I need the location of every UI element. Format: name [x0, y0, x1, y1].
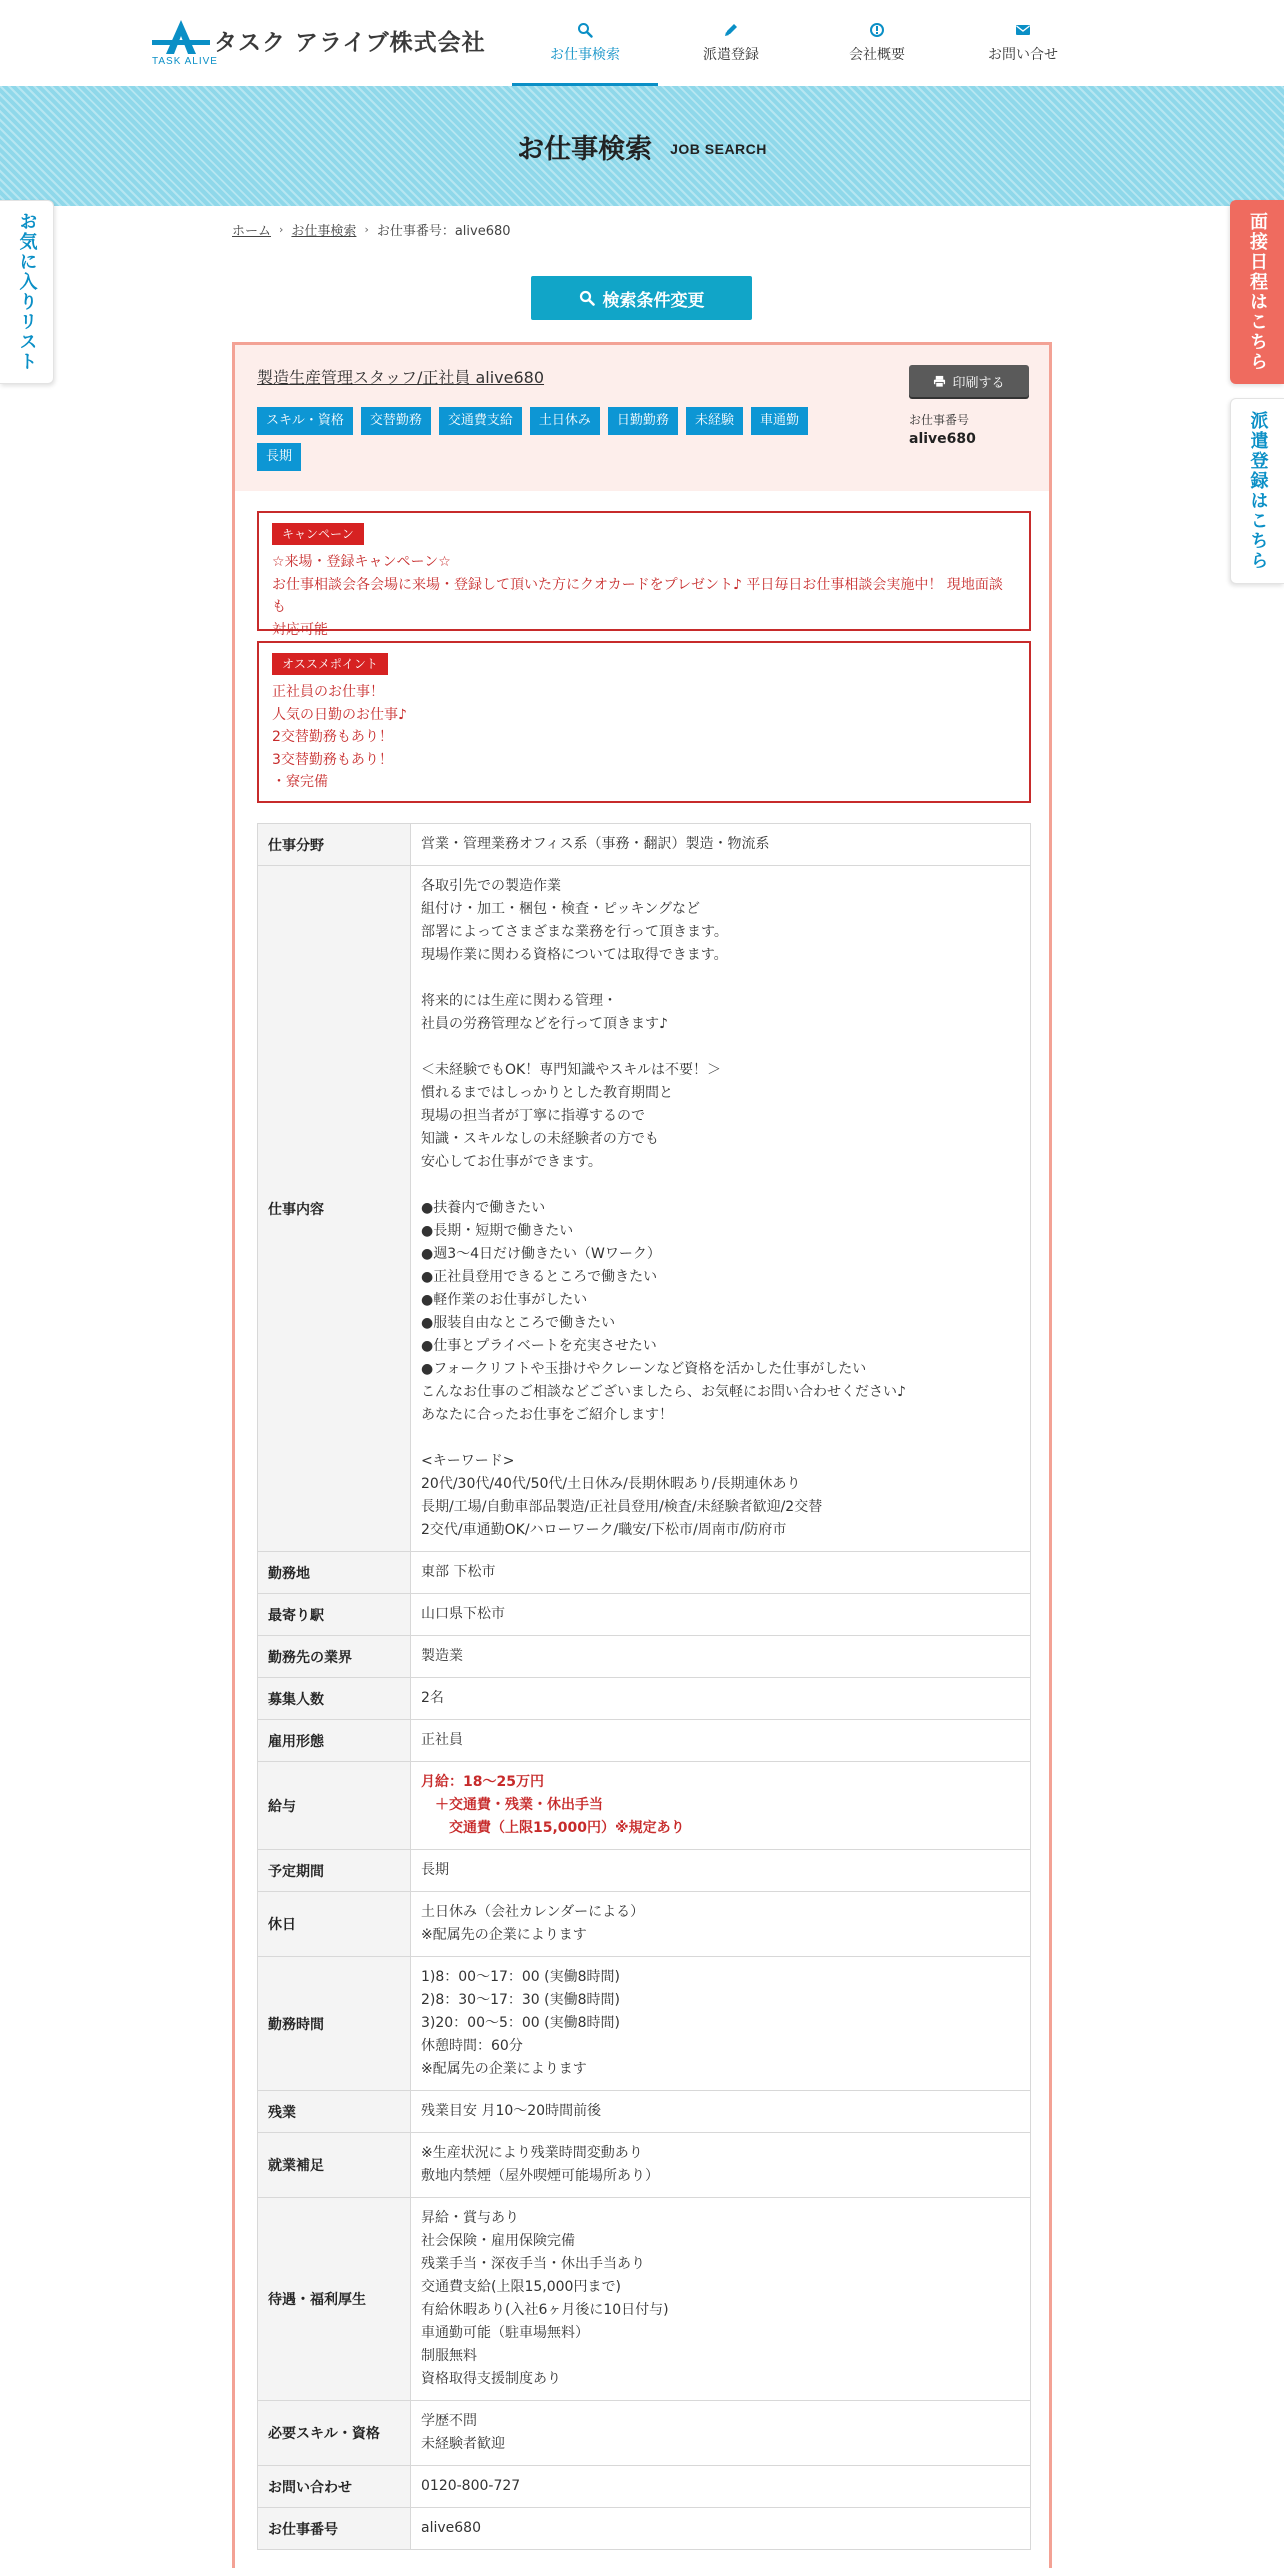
nav-label: 会社概要 [849, 47, 905, 63]
spec-value-line: 休憩時間：60分 [421, 2038, 523, 2054]
spec-label: 仕事内容 [258, 866, 411, 1552]
nav-item-job-search[interactable] [512, 0, 658, 86]
spec-value [411, 1957, 1031, 2091]
spec-value-line: 製造業 [421, 1648, 463, 1664]
spec-value-line: 正社員 [421, 1732, 463, 1748]
spec-value-line: <キーワード> [421, 1453, 515, 1469]
print-button[interactable] [909, 365, 1029, 397]
recommend-line: 3交替勤務もあり！ [272, 751, 393, 768]
spec-label: 休日 [258, 1892, 411, 1957]
campaign-line: お仕事相談会各会場に来場・登録して頂いた方にクオカードをプレゼント♪ 平日毎日お仕事相談会実施中！ 現地面談も [272, 576, 1003, 615]
job-tag: 車通勤 [751, 407, 808, 435]
spec-label: お仕事番号 [258, 2508, 411, 2550]
breadcrumb-current: お仕事番号：alive680 [376, 224, 511, 239]
spec-value-line: 学歴不問 [421, 2413, 477, 2429]
envelope-icon [1015, 22, 1031, 38]
spec-row-hours [258, 1957, 1031, 2091]
spec-row-contact [258, 2466, 1031, 2508]
spec-value [411, 1720, 1031, 1762]
campaign-badge: キャンペーン [272, 523, 364, 545]
interview-schedule-tab[interactable] [1230, 200, 1284, 384]
spec-row-content [258, 866, 1031, 1552]
spec-value-line: 0120-800-727 [421, 2478, 521, 2494]
spec-value [411, 2091, 1031, 2133]
job-tag: 土日休み [530, 407, 600, 435]
recommend-line: ・寮完備 [272, 774, 328, 790]
spec-value-line: ※配属先の企業によります [421, 2061, 587, 2077]
job-spec-body [258, 824, 1031, 2550]
job-number-label: お仕事番号 [909, 413, 970, 427]
pencil-icon [723, 22, 739, 38]
spec-label: 待遇・福利厚生 [258, 2198, 411, 2401]
spec-value-line: alive680 [421, 2520, 481, 2536]
recommend-box [257, 641, 1031, 803]
logo-text: タスク アライブ株式会社 [214, 30, 486, 56]
spec-value-line: ●服装自由なところで働きたい [421, 1315, 616, 1331]
spec-label: 給与 [258, 1762, 411, 1850]
page-subtitle: JOB SEARCH [670, 141, 767, 157]
spec-row-skills [258, 2401, 1031, 2466]
spec-row-industry [258, 1636, 1031, 1678]
spec-row-location [258, 1552, 1031, 1594]
job-tag: スキル・資格 [257, 407, 353, 435]
info-circle-icon [869, 22, 885, 38]
spec-value [411, 1594, 1031, 1636]
spec-value-line: 慣れるまではしっかりとした教育期間と [421, 1085, 673, 1101]
interview-tab-label: 面接日程はこちら [1247, 212, 1268, 372]
spec-value [411, 2133, 1031, 2198]
spec-value-line: 交通費（上限15,000円）※規定あり [421, 1820, 685, 1836]
spec-value-line: 月給：18～25万円 [421, 1774, 544, 1790]
job-tags [257, 407, 837, 471]
spec-value-line: あなたに合ったお仕事をご紹介します！ [421, 1407, 673, 1423]
job-tag: 交通費支給 [439, 407, 522, 435]
search-icon [577, 22, 593, 38]
spec-row-openings [258, 1678, 1031, 1720]
spec-value-line: 社員の労務管理などを行って頂きます♪ [421, 1016, 668, 1032]
spec-value-line: 部署によってさまざまな業務を行って頂きます。 [421, 924, 728, 940]
spec-value-line: 昇給・賞与あり [421, 2210, 519, 2226]
spec-value-line: ●週3～4日だけ働きたい（Wワーク） [421, 1246, 661, 1262]
spec-value-line: 山口県下松市 [421, 1606, 505, 1622]
spec-value-line: ●フォークリフトや玉掛けやクレーンなど資格を活かした仕事がしたい [421, 1361, 867, 1377]
change-search-button[interactable] [531, 276, 752, 320]
spec-value [411, 1892, 1031, 1957]
spec-label: 仕事分野 [258, 824, 411, 866]
spec-value [411, 2508, 1031, 2550]
job-spec-table [257, 823, 1031, 2550]
spec-value [411, 1850, 1031, 1892]
printer-icon [933, 375, 946, 388]
job-number: alive680 [909, 431, 976, 447]
spec-value-line: 2)8：30～17：30 (実働8時間) [421, 1992, 621, 2008]
spec-label: 予定期間 [258, 1850, 411, 1892]
nav-label: お問い合せ [988, 47, 1058, 63]
spec-label: 勤務先の業界 [258, 1636, 411, 1678]
spec-value-line [421, 1036, 1020, 1059]
spec-row-job-number [258, 2508, 1031, 2550]
spec-row-station [258, 1594, 1031, 1636]
spec-row-notes [258, 2133, 1031, 2198]
spec-label: 必要スキル・資格 [258, 2401, 411, 2466]
job-tag: 交替勤務 [361, 407, 431, 435]
spec-value-line: ＋交通費・残業・休出手当 [421, 1797, 603, 1813]
spec-value-line: 敷地内禁煙（屋外喫煙可能場所あり） [421, 2168, 659, 2184]
favorites-tab[interactable] [0, 200, 54, 384]
breadcrumb [232, 220, 511, 239]
spec-label: 勤務時間 [258, 1957, 411, 2091]
spec-value-line: ●軽作業のお仕事がしたい [421, 1292, 588, 1308]
logo-subtext: TASK ALIVE [152, 56, 218, 67]
spec-value-line [421, 1174, 1020, 1197]
spec-label: 募集人数 [258, 1678, 411, 1720]
nav-label: お仕事検索 [550, 47, 620, 63]
nav-item-company[interactable] [804, 0, 950, 86]
breadcrumb-search-link[interactable]: お仕事検索 [291, 224, 357, 239]
spec-value-line: 有給休暇あり(入社6ヶ月後に10日付与) [421, 2302, 669, 2318]
spec-value [411, 1678, 1031, 1720]
spec-value-line: 土日休み（会社カレンダーによる） [421, 1904, 645, 1920]
spec-value-line: 資格取得支援制度あり [421, 2371, 561, 2387]
spec-value [411, 2466, 1031, 2508]
nav-item-contact[interactable] [950, 0, 1096, 86]
spec-label: 残業 [258, 2091, 411, 2133]
campaign-line: 対応可能 [272, 621, 328, 638]
job-tag: 未経験 [686, 407, 743, 435]
spec-row-holidays [258, 1892, 1031, 1957]
page-title: お仕事検索 [517, 133, 653, 165]
spec-row-benefits [258, 2198, 1031, 2401]
spec-label: 最寄り駅 [258, 1594, 411, 1636]
spec-value [411, 824, 1031, 866]
spec-value-line: 社会保険・雇用保険完備 [421, 2233, 575, 2249]
spec-label: お問い合わせ [258, 2466, 411, 2508]
spec-value-line: 現場の担当者が丁寧に指導するので [421, 1108, 645, 1124]
spec-value-line: ※配属先の企業によります [421, 1927, 587, 1943]
spec-value [411, 2198, 1031, 2401]
spec-value-line: ●扶養内で働きたい [421, 1200, 546, 1216]
spec-value-line: 制服無料 [421, 2348, 477, 2364]
chevron-right-icon: › [279, 223, 284, 236]
spec-value-line: こんなお仕事のご相談などございましたら、お気軽にお問い合わせください♪ [421, 1384, 906, 1400]
spec-label: 勤務地 [258, 1552, 411, 1594]
spec-value [411, 2401, 1031, 2466]
spec-value-line: 現場作業に関わる資格については取得できます。 [421, 947, 728, 963]
spec-value-line: 知識・スキルなしの未経験者の方でも [421, 1131, 659, 1147]
register-tab-label: 派遣登録はこちら [1247, 411, 1269, 571]
spec-value-line: 安心してお仕事ができます。 [421, 1154, 602, 1170]
site-header [0, 0, 1284, 86]
spec-value-line: ＜未経験でもOK！専門知識やスキルは不要！＞ [421, 1062, 722, 1078]
spec-value-line: 20代/30代/40代/50代/土日休み/長期休暇あり/長期連休あり [421, 1476, 801, 1492]
logo-mark-icon [152, 18, 210, 54]
chevron-right-icon: › [364, 223, 369, 236]
spec-row-employment [258, 1720, 1031, 1762]
register-tab[interactable] [1230, 398, 1284, 584]
recommend-badge: オススメポイント [272, 653, 388, 675]
spec-label: 就業補足 [258, 2133, 411, 2198]
spec-value-line: 交通費支給(上限15,000円まで) [421, 2279, 621, 2295]
campaign-line: ☆来場・登録キャンペーン☆ [272, 554, 451, 570]
spec-value [411, 1762, 1031, 1850]
nav-item-register[interactable] [658, 0, 804, 86]
spec-value-line [421, 1427, 1020, 1450]
campaign-box [257, 511, 1031, 638]
spec-value-line: 1)8：00～17：00 (実働8時間) [421, 1969, 621, 1985]
spec-value-line: 残業手当・深夜手当・休出手当あり [421, 2256, 645, 2272]
nav-label: 派遣登録 [703, 47, 759, 63]
breadcrumb-home-link[interactable]: ホーム [232, 224, 272, 239]
spec-value-line [421, 967, 1020, 990]
company-logo[interactable] [152, 18, 486, 70]
job-header [235, 345, 1049, 491]
spec-value-line: 将来的には生産に関わる管理・ [421, 993, 617, 1009]
job-detail [232, 342, 1052, 2568]
spec-row-category [258, 824, 1031, 866]
print-label: 印刷する [952, 375, 1005, 391]
spec-row-salary [258, 1762, 1031, 1850]
spec-value-line: 車通勤可能（駐車場無料） [421, 2325, 589, 2341]
spec-value-line: 未経験者歓迎 [421, 2436, 505, 2452]
job-tag: 日勤勤務 [608, 407, 678, 435]
spec-row-overtime [258, 2091, 1031, 2133]
recommend-line: 2交替勤務もあり！ [272, 729, 393, 745]
spec-label: 雇用形態 [258, 1720, 411, 1762]
spec-value-line: ●仕事とプライベートを充実させたい [421, 1338, 657, 1354]
recommend-line: 正社員のお仕事！ [272, 684, 384, 700]
spec-value-line: ●長期・短期で働きたい [421, 1223, 574, 1239]
spec-value-line: 長期 [421, 1862, 449, 1878]
spec-value-line: ●正社員登用できるところで働きたい [421, 1269, 658, 1285]
spec-value-line: 東部 下松市 [421, 1564, 496, 1580]
spec-value-line: 営業・管理業務オフィス系（事務・翻訳）製造・物流系 [421, 836, 770, 852]
spec-value-line: 長期/工場/自動車部品製造/正社員登用/検査/未経験者歓迎/2交替 [421, 1499, 823, 1515]
spec-value-line: ※生産状況により残業時間変動あり [421, 2145, 643, 2161]
main-nav [512, 0, 1096, 86]
spec-value-line: 残業目安 月10～20時間前後 [421, 2103, 602, 2119]
spec-value-line: 3)20：00～5：00 (実働8時間) [421, 2015, 621, 2031]
spec-value [411, 1552, 1031, 1594]
spec-value [411, 866, 1031, 1552]
job-tag: 長期 [257, 443, 301, 471]
page-banner [0, 86, 1284, 206]
change-search-label: 検索条件変更 [602, 290, 705, 311]
spec-value-line: 2交代/車通勤OK/ハローワーク/職安/下松市/周南市/防府市 [421, 1522, 787, 1538]
spec-value-line: 2名 [421, 1690, 444, 1706]
search-icon [579, 290, 595, 306]
spec-value-line: 組付け・加工・梱包・検査・ピッキングなど [421, 901, 701, 917]
spec-value-line: 各取引先での製造作業 [421, 878, 561, 894]
spec-value [411, 1636, 1031, 1678]
spec-row-period [258, 1850, 1031, 1892]
job-title-link[interactable]: 製造生産管理スタッフ/正社員 alive680 [257, 368, 545, 387]
recommend-line: 人気の日勤のお仕事♪ [272, 706, 407, 723]
favorites-tab-label: お気に入りリスト [16, 212, 38, 372]
